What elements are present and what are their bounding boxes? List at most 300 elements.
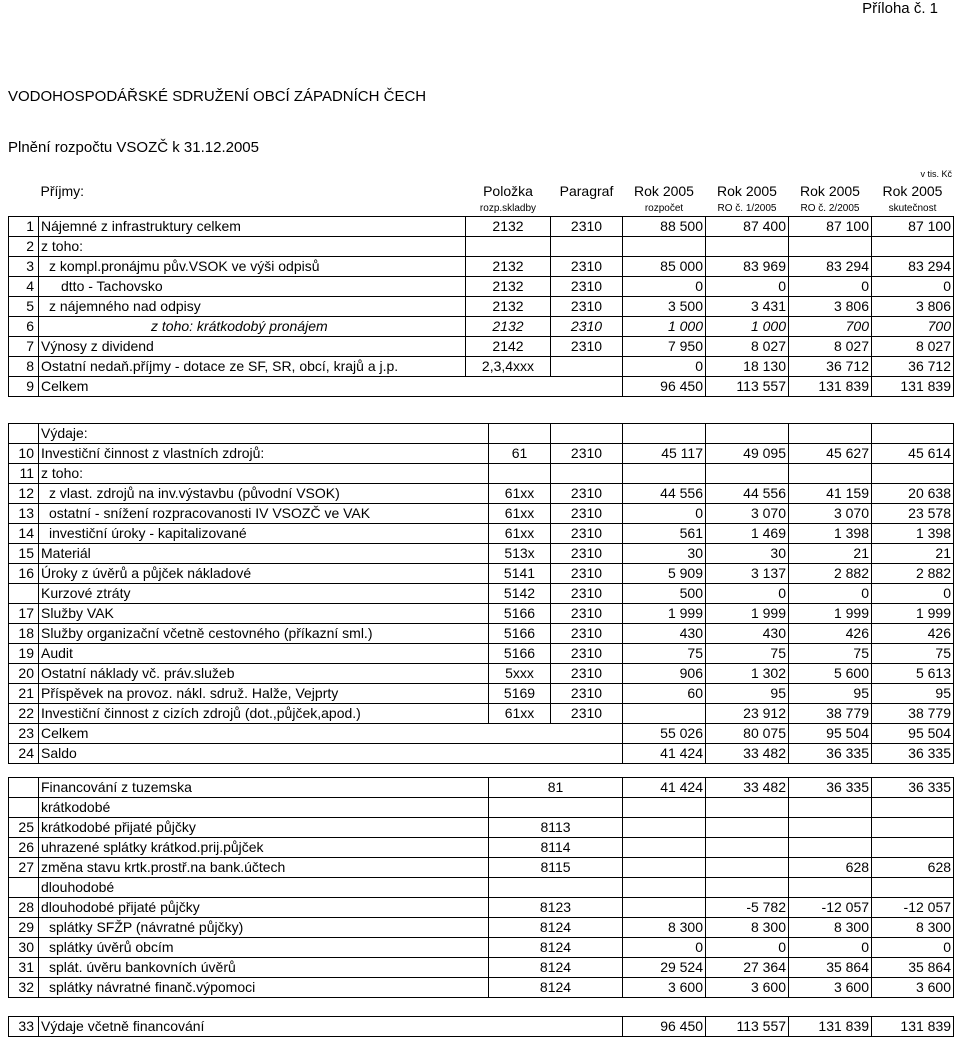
row-paragraf: [551, 464, 623, 484]
row-paragraf: [551, 237, 623, 257]
row-polozka: 61xx: [489, 524, 551, 544]
financing-row: [9, 818, 954, 838]
row-skutecnost: 23 578: [872, 504, 954, 524]
row-rozpocet: 1 000: [623, 317, 706, 337]
row-polozka: 8124: [489, 978, 623, 998]
row-number: 2: [9, 237, 39, 257]
row-rozpocet: [623, 798, 706, 818]
row-rozpocet: 88 500: [623, 217, 706, 237]
row-ro1: [706, 818, 789, 838]
row-polozka: 61xx: [489, 504, 551, 524]
row-rozpocet: 29 524: [623, 958, 706, 978]
row-skutecnost: 1 999: [872, 604, 954, 624]
row-ro1: 87 400: [706, 217, 789, 237]
row-polozka: 2,3,4xxx: [466, 357, 551, 377]
row-ro1: [706, 464, 789, 484]
row-ro2: 21: [789, 544, 872, 564]
col-rozpocet: Rok 2005: [634, 183, 694, 199]
row-number: 9: [9, 377, 39, 397]
row-ro2: 3 806: [789, 297, 872, 317]
row-polozka: [489, 878, 623, 898]
expense-row: [9, 504, 954, 524]
row-polozka: 5166: [489, 624, 551, 644]
row-paragraf: 2310: [551, 297, 623, 317]
row-skutecnost: 36 712: [872, 357, 954, 377]
row-number: 4: [9, 277, 39, 297]
row-rozpocet: 45 117: [623, 444, 706, 464]
row-number: 22: [9, 704, 39, 724]
cell: [489, 424, 551, 444]
row-label: Příspěvek na provoz. nákl. sdruž. Halže, Vejprty: [39, 684, 489, 704]
row-polozka: 8124: [489, 918, 623, 938]
income-total-v2: 113 557: [706, 377, 789, 397]
row-polozka: 61: [489, 444, 551, 464]
expenses-table: [8, 423, 954, 764]
row-number: 14: [9, 524, 39, 544]
row-label: Služby organizační včetně cestovného (příkazní sml.): [39, 624, 489, 644]
row-rozpocet: [623, 858, 706, 878]
row-polozka: 5166: [489, 644, 551, 664]
row-polozka: 8123: [489, 898, 623, 918]
row-label: investiční úroky - kapitalizované: [39, 524, 489, 544]
row-number: 12: [9, 484, 39, 504]
income-row: [9, 217, 954, 237]
row-label: Úroky z úvěrů a půjček nákladové: [39, 564, 489, 584]
expense-row: [9, 524, 954, 544]
row-label: Financování z tuzemska: [39, 778, 489, 798]
row-polozka: 5142: [489, 584, 551, 604]
expenses-total-label: Celkem: [39, 724, 623, 744]
row-number: [9, 778, 39, 798]
row-ro2: 628: [789, 858, 872, 878]
row-rozpocet: 30: [623, 544, 706, 564]
row-label: z toho:: [39, 237, 466, 257]
row-rozpocet: [623, 704, 706, 724]
row-ro2: [789, 878, 872, 898]
row-number: 3: [9, 257, 39, 277]
expense-row: [9, 544, 954, 564]
row-ro2: 75: [789, 644, 872, 664]
row-rozpocet: 1 999: [623, 604, 706, 624]
row-polozka: 2142: [466, 337, 551, 357]
row-rozpocet: [623, 464, 706, 484]
grand-total-v4: 131 839: [872, 1017, 954, 1037]
row-ro2: 3 600: [789, 978, 872, 998]
row-number: 10: [9, 444, 39, 464]
row-ro1: 27 364: [706, 958, 789, 978]
row-polozka: 8124: [489, 938, 623, 958]
expense-row: [9, 444, 954, 464]
row-polozka: 5166: [489, 604, 551, 624]
expense-row: [9, 644, 954, 664]
row-ro2: 87 100: [789, 217, 872, 237]
sub-spacer: [551, 202, 623, 217]
row-rozpocet: [623, 237, 706, 257]
row-rozpocet: 0: [623, 357, 706, 377]
row-skutecnost: 3 600: [872, 978, 954, 998]
row-polozka: 81: [489, 778, 623, 798]
expense-row: [9, 564, 954, 584]
row-ro1: 0: [706, 938, 789, 958]
row-ro1: 30: [706, 544, 789, 564]
expenses-total-v1: 55 026: [623, 724, 706, 744]
row-polozka: 2132: [466, 277, 551, 297]
row-ro1: 430: [706, 624, 789, 644]
cell: [789, 424, 872, 444]
row-paragraf: 2310: [551, 257, 623, 277]
row-paragraf: 2310: [551, 564, 623, 584]
income-heading: Příjmy:: [40, 183, 85, 199]
row-label: Investiční činnost z vlastních zdrojů:: [39, 444, 489, 464]
financing-row: [9, 918, 954, 938]
row-skutecnost: 95: [872, 684, 954, 704]
row-ro2: 35 864: [789, 958, 872, 978]
row-paragraf: 2310: [551, 504, 623, 524]
row-polozka: 8115: [489, 858, 623, 878]
row-ro2: 1 398: [789, 524, 872, 544]
row-ro1: 3 070: [706, 504, 789, 524]
row-ro2: 8 027: [789, 337, 872, 357]
row-ro2: 1 999: [789, 604, 872, 624]
row-rozpocet: 3 600: [623, 978, 706, 998]
financing-row: [9, 778, 954, 798]
row-polozka: 8124: [489, 958, 623, 978]
row-ro2: [789, 464, 872, 484]
row-paragraf: [551, 357, 623, 377]
row-label: z vlast. zdrojů na inv.výstavbu (původní VSOK): [39, 484, 489, 504]
row-number: 16: [9, 564, 39, 584]
row-rozpocet: 41 424: [623, 778, 706, 798]
row-ro1: 0: [706, 277, 789, 297]
income-row: [9, 237, 954, 257]
row-skutecnost: 2 882: [872, 564, 954, 584]
row-ro2: [789, 798, 872, 818]
row-label: Nájemné z infrastruktury celkem: [39, 217, 466, 237]
row-ro1: 1 469: [706, 524, 789, 544]
row-polozka: 2132: [466, 297, 551, 317]
row-rozpocet: 44 556: [623, 484, 706, 504]
row-ro2: [789, 237, 872, 257]
expense-row: [9, 624, 954, 644]
grand-total-table: [8, 1016, 954, 1037]
financing-row: [9, 878, 954, 898]
col-paragraf: Paragraf: [559, 183, 614, 199]
row-ro1: [706, 858, 789, 878]
row-ro2: 36 335: [789, 778, 872, 798]
row-polozka: 2132: [466, 217, 551, 237]
row-paragraf: 2310: [551, 704, 623, 724]
row-ro1: 8 027: [706, 337, 789, 357]
row-label: uhrazené splátky krátkod.prij.půjček: [39, 838, 489, 858]
row-ro2: [789, 838, 872, 858]
header-spacer: [9, 180, 39, 202]
row-paragraf: 2310: [551, 624, 623, 644]
row-ro1: 75: [706, 644, 789, 664]
row-skutecnost: 83 294: [872, 257, 954, 277]
row-ro2: 36 712: [789, 357, 872, 377]
row-ro2: 3 070: [789, 504, 872, 524]
row-number: [9, 878, 39, 898]
row-polozka: 2132: [466, 317, 551, 337]
expense-row: [9, 664, 954, 684]
row-polozka: [489, 464, 551, 484]
row-ro2: 95: [789, 684, 872, 704]
row-rozpocet: 3 500: [623, 297, 706, 317]
row-ro1: 49 095: [706, 444, 789, 464]
income-row: [9, 337, 954, 357]
row-number: 21: [9, 684, 39, 704]
annex-label: Příloha č. 1: [862, 0, 938, 17]
expense-row: [9, 584, 954, 604]
row-label: Kurzové ztráty: [39, 584, 489, 604]
row-ro2: 41 159: [789, 484, 872, 504]
row-rozpocet: 500: [623, 584, 706, 604]
expenses-total-v3: 95 504: [789, 724, 872, 744]
row-label: z toho: krátkodobý pronájem: [39, 317, 466, 337]
row-polozka: 5169: [489, 684, 551, 704]
row-paragraf: 2310: [551, 337, 623, 357]
row-skutecnost: 36 335: [872, 778, 954, 798]
expense-row: [9, 704, 954, 724]
row-number: 7: [9, 337, 39, 357]
financing-row: [9, 978, 954, 998]
saldo-v3: 36 335: [789, 744, 872, 764]
row-label: Ostatní nedaň.příjmy - dotace ze SF, SR, obcí, krajů a j.p.: [39, 357, 466, 377]
row-label: Ostatní náklady vč. práv.služeb: [39, 664, 489, 684]
row-polozka: 8113: [489, 818, 623, 838]
row-ro2: 45 627: [789, 444, 872, 464]
col-polozka-sub: rozp.skladby: [479, 203, 537, 214]
grand-total-v3: 131 839: [789, 1017, 872, 1037]
row-skutecnost: 8 027: [872, 337, 954, 357]
row-rozpocet: [623, 898, 706, 918]
row-ro1: 95: [706, 684, 789, 704]
row-rozpocet: 5 909: [623, 564, 706, 584]
row-skutecnost: [872, 798, 954, 818]
row-polozka: 5141: [489, 564, 551, 584]
sub-spacer: [39, 202, 466, 217]
row-label: z kompl.pronájmu pův.VSOK ve výši odpisů: [39, 257, 466, 277]
row-polozka: 513x: [489, 544, 551, 564]
row-number: 19: [9, 644, 39, 664]
financing-row: [9, 938, 954, 958]
row-polozka: 61xx: [489, 484, 551, 504]
row-skutecnost: 38 779: [872, 704, 954, 724]
row-ro1: 1 999: [706, 604, 789, 624]
row-number: [9, 798, 39, 818]
row-skutecnost: 0: [872, 584, 954, 604]
row-ro1: [706, 878, 789, 898]
col-rozpocet-sub: rozpočet: [644, 203, 684, 214]
expense-row: [9, 684, 954, 704]
row-skutecnost: 0: [872, 277, 954, 297]
cell: [872, 424, 954, 444]
row-label: změna stavu krtk.prostř.na bank.účtech: [39, 858, 489, 878]
row-rozpocet: 7 950: [623, 337, 706, 357]
row-rozpocet: [623, 818, 706, 838]
row-ro2: 83 294: [789, 257, 872, 277]
row-number: 30: [9, 938, 39, 958]
col-ro2: Rok 2005: [800, 183, 860, 199]
row-label: Investiční činnost z cizích zdrojů (dot.,půjček,apod.): [39, 704, 489, 724]
row-rozpocet: [623, 878, 706, 898]
row-label: dtto - Tachovsko: [39, 277, 466, 297]
row-paragraf: 2310: [551, 524, 623, 544]
row-skutecnost: 700: [872, 317, 954, 337]
row-number: 15: [9, 544, 39, 564]
income-row: [9, 257, 954, 277]
row-number: 33: [9, 1017, 39, 1037]
row-skutecnost: [872, 838, 954, 858]
col-skutecnost-sub: skutečnost: [888, 203, 937, 214]
col-polozka: Položka: [483, 183, 533, 199]
row-number: 26: [9, 838, 39, 858]
row-ro2: 2 882: [789, 564, 872, 584]
row-ro2: 0: [789, 938, 872, 958]
row-ro2: 426: [789, 624, 872, 644]
row-rozpocet: 8 300: [623, 918, 706, 938]
row-number: 17: [9, 604, 39, 624]
row-number: 20: [9, 664, 39, 684]
row-skutecnost: 3 806: [872, 297, 954, 317]
row-number: 8: [9, 357, 39, 377]
saldo-v1: 41 424: [623, 744, 706, 764]
row-number: 29: [9, 918, 39, 938]
row-ro1: 33 482: [706, 778, 789, 798]
row-skutecnost: 0: [872, 938, 954, 958]
row-skutecnost: 87 100: [872, 217, 954, 237]
row-number: 32: [9, 978, 39, 998]
row-paragraf: 2310: [551, 644, 623, 664]
row-paragraf: 2310: [551, 217, 623, 237]
saldo-v4: 36 335: [872, 744, 954, 764]
row-polozka: [466, 237, 551, 257]
financing-row: [9, 838, 954, 858]
row-number: 13: [9, 504, 39, 524]
row-ro2: 0: [789, 584, 872, 604]
expense-row: [9, 464, 954, 484]
row-ro1: 3 431: [706, 297, 789, 317]
row-number: 27: [9, 858, 39, 878]
financing-row: [9, 958, 954, 978]
row-ro1: 1 302: [706, 664, 789, 684]
cell: [623, 424, 706, 444]
row-rozpocet: 561: [623, 524, 706, 544]
row-ro2: [789, 818, 872, 838]
grand-total-label: Výdaje včetně financování: [39, 1017, 623, 1037]
row-number: 18: [9, 624, 39, 644]
row-number: 23: [9, 724, 39, 744]
row-label: Materiál: [39, 544, 489, 564]
row-number: 24: [9, 744, 39, 764]
expenses-heading: Výdaje:: [39, 424, 489, 444]
expenses-total-v2: 80 075: [706, 724, 789, 744]
row-skutecnost: 628: [872, 858, 954, 878]
organization-name: VODOHOSPODÁŘSKÉ SDRUŽENÍ OBCÍ ZÁPADNÍCH ČECH: [8, 88, 427, 105]
row-skutecnost: 8 300: [872, 918, 954, 938]
row-paragraf: 2310: [551, 444, 623, 464]
row-rozpocet: [623, 838, 706, 858]
financing-row: [9, 798, 954, 818]
row-rozpocet: 430: [623, 624, 706, 644]
row-ro2: 5 600: [789, 664, 872, 684]
expense-row: [9, 484, 954, 504]
row-label: z nájemného nad odpisy: [39, 297, 466, 317]
row-number: 25: [9, 818, 39, 838]
saldo-v2: 33 482: [706, 744, 789, 764]
row-skutecnost: [872, 237, 954, 257]
income-total-label: Celkem: [39, 377, 623, 397]
row-polozka: 61xx: [489, 704, 551, 724]
expenses-total-v4: 95 504: [872, 724, 954, 744]
row-skutecnost: 5 613: [872, 664, 954, 684]
row-number: 6: [9, 317, 39, 337]
row-paragraf: 2310: [551, 684, 623, 704]
row-ro1: 8 300: [706, 918, 789, 938]
row-label: splátky návratné finanč.výpomoci: [39, 978, 489, 998]
financing-table: [8, 777, 954, 998]
sub-spacer: [9, 202, 39, 217]
row-label: Služby VAK: [39, 604, 489, 624]
row-label: Výnosy z dividend: [39, 337, 466, 357]
income-row: [9, 297, 954, 317]
row-ro1: [706, 237, 789, 257]
row-ro1: 3 137: [706, 564, 789, 584]
row-paragraf: 2310: [551, 584, 623, 604]
row-label: dlouhodobé přijaté půjčky: [39, 898, 489, 918]
row-paragraf: 2310: [551, 277, 623, 297]
cell: [706, 424, 789, 444]
row-polozka: 5xxx: [489, 664, 551, 684]
row-ro2: 38 779: [789, 704, 872, 724]
row-paragraf: 2310: [551, 317, 623, 337]
grand-total-v1: 96 450: [623, 1017, 706, 1037]
row-ro2: 0: [789, 277, 872, 297]
col-skutecnost: Rok 2005: [882, 183, 943, 199]
row-label: splátky úvěrů obcím: [39, 938, 489, 958]
row-paragraf: 2310: [551, 664, 623, 684]
row-ro1: [706, 798, 789, 818]
row-polozka: 8114: [489, 838, 623, 858]
cell: [551, 424, 623, 444]
row-skutecnost: -12 057: [872, 898, 954, 918]
row-number: 31: [9, 958, 39, 978]
col-ro1-sub: RO č. 1/2005: [717, 203, 777, 214]
row-number: 28: [9, 898, 39, 918]
row-ro1: 3 600: [706, 978, 789, 998]
row-paragraf: 2310: [551, 544, 623, 564]
col-ro2-sub: RO č. 2/2005: [800, 203, 860, 214]
unit-note: v tis. Kč: [920, 169, 952, 179]
row-skutecnost: 45 614: [872, 444, 954, 464]
row-rozpocet: 0: [623, 938, 706, 958]
row-polozka: 2132: [466, 257, 551, 277]
row-ro1: 18 130: [706, 357, 789, 377]
row-skutecnost: 35 864: [872, 958, 954, 978]
row-number: 11: [9, 464, 39, 484]
income-row: [9, 317, 954, 337]
row-ro1: 44 556: [706, 484, 789, 504]
row-skutecnost: 20 638: [872, 484, 954, 504]
saldo-label: Saldo: [39, 744, 623, 764]
row-polozka: [489, 798, 623, 818]
row-ro2: 8 300: [789, 918, 872, 938]
expense-row: [9, 604, 954, 624]
row-label: dlouhodobé: [39, 878, 489, 898]
income-row: [9, 277, 954, 297]
row-label: z toho:: [39, 464, 489, 484]
row-label: krátkodobé přijaté půjčky: [39, 818, 489, 838]
